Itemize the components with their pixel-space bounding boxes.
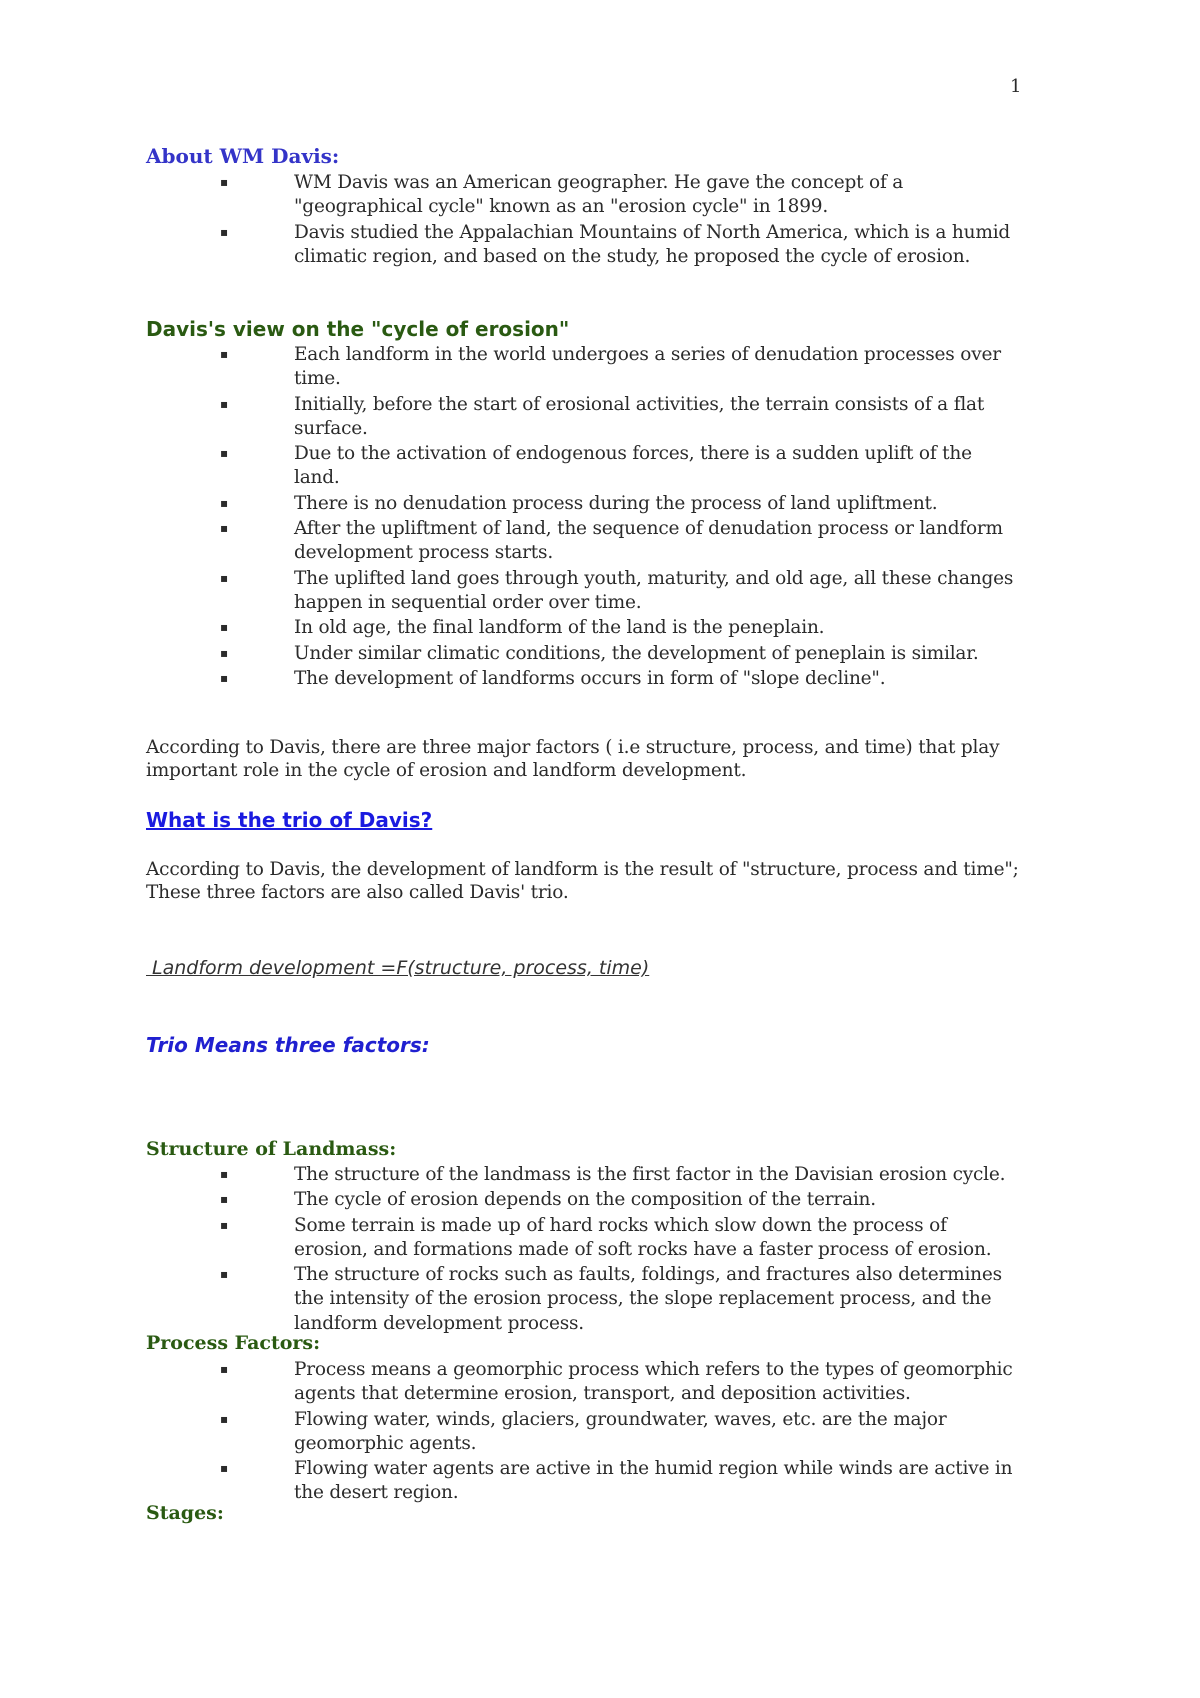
about-list [146, 170, 1016, 269]
list-item: ▪The uplifted land goes through youth, maturity, and old age, all these changes happen in sequential order over time. [220, 566, 1016, 616]
page-number: 1 [1010, 76, 1022, 97]
bullet-icon [220, 641, 294, 665]
structure-list [146, 1162, 1016, 1336]
list-item: ▪Davis studied the Appalachian Mountains of North America, which is a humid climatic region, and based on the study, he proposed the cycle of erosion. [220, 220, 1016, 270]
trio-paragraph: According to Davis, the development of landform is the result of "structure, process and time"; These three factors are also called Davis' trio. [146, 859, 1019, 903]
list-item: ▪Under similar climatic conditions, the development of peneplain is similar. [220, 641, 1016, 666]
list-item: ▪Some terrain is made up of hard rocks which slow down the process of erosion, and formations made of soft rocks have a faster process of erosion. [220, 1213, 1016, 1263]
trio-heading-link[interactable]: What is the trio of Davis? [146, 808, 433, 832]
bullet-icon [220, 441, 294, 465]
bullet-icon [220, 1456, 294, 1480]
formula: Landform development =F(structure, process, time) [146, 957, 650, 979]
bullet-icon [220, 516, 294, 540]
list-item: ▪WM Davis was an American geographer. He gave the concept of a "geographical cycle" known as an "erosion cycle" in 1899. [220, 170, 1016, 220]
view-heading: Davis's view on the "cycle of erosion" [146, 317, 570, 341]
list-item: ▪Initially, before the start of erosional activities, the terrain consists of a flat surface. [220, 392, 1016, 442]
bullet-icon [220, 615, 294, 639]
list-item: ▪There is no denudation process during the process of land upliftment. [220, 491, 1016, 516]
list-item: ▪Each landform in the world undergoes a series of denudation processes over time. [220, 342, 1016, 392]
bullet-icon [220, 1407, 294, 1431]
bullet-icon [220, 170, 294, 194]
list-item: ▪Flowing water agents are active in the humid region while winds are active in the desert region. [220, 1456, 1016, 1506]
list-item: ▪The structure of rocks such as faults, foldings, and fractures also determines the intensity of the erosion process, the slope replacement process, and the landform development process. [220, 1262, 1016, 1336]
list-item: ▪In old age, the final landform of the land is the peneplain. [220, 615, 1016, 640]
process-list [146, 1357, 1016, 1506]
bullet-icon [220, 1262, 294, 1286]
list-item: ▪After the upliftment of land, the sequence of denudation process or landform development process starts. [220, 516, 1016, 566]
process-heading: Process Factors: [146, 1332, 321, 1354]
list-item: ▪The development of landforms occurs in form of "slope decline". [220, 666, 1016, 691]
bullet-icon [220, 342, 294, 366]
list-item: ▪The structure of the landmass is the first factor in the Davisian erosion cycle. [220, 1162, 1016, 1187]
bullet-icon [220, 566, 294, 590]
bullet-icon [220, 1357, 294, 1381]
bullet-icon [220, 1187, 294, 1211]
about-heading: About WM Davis: [146, 144, 340, 168]
bullet-icon [220, 666, 294, 690]
list-item: ▪Due to the activation of endogenous forces, there is a sudden uplift of the land. [220, 441, 1016, 491]
bullet-icon [220, 1162, 294, 1186]
factors-paragraph: According to Davis, there are three major factors ( i.e structure, process, and time) that play important role in the cycle of erosion and landform development. [146, 737, 1000, 781]
bullet-icon [220, 392, 294, 416]
list-item: ▪Process means a geomorphic process which refers to the types of geomorphic agents that determine erosion, transport, and deposition activities. [220, 1357, 1016, 1407]
bullet-icon [220, 220, 294, 244]
list-item: ▪Flowing water, winds, glaciers, groundwater, waves, etc. are the major geomorphic agents. [220, 1407, 1016, 1457]
bullet-icon [220, 491, 294, 515]
trio-means-heading: Trio Means three factors: [146, 1033, 430, 1057]
bullet-icon [220, 1213, 294, 1237]
structure-heading: Structure of Landmass: [146, 1138, 397, 1160]
list-item: ▪The cycle of erosion depends on the composition of the terrain. [220, 1187, 1016, 1212]
view-list [146, 342, 1016, 691]
stages-heading: Stages: [146, 1502, 224, 1524]
